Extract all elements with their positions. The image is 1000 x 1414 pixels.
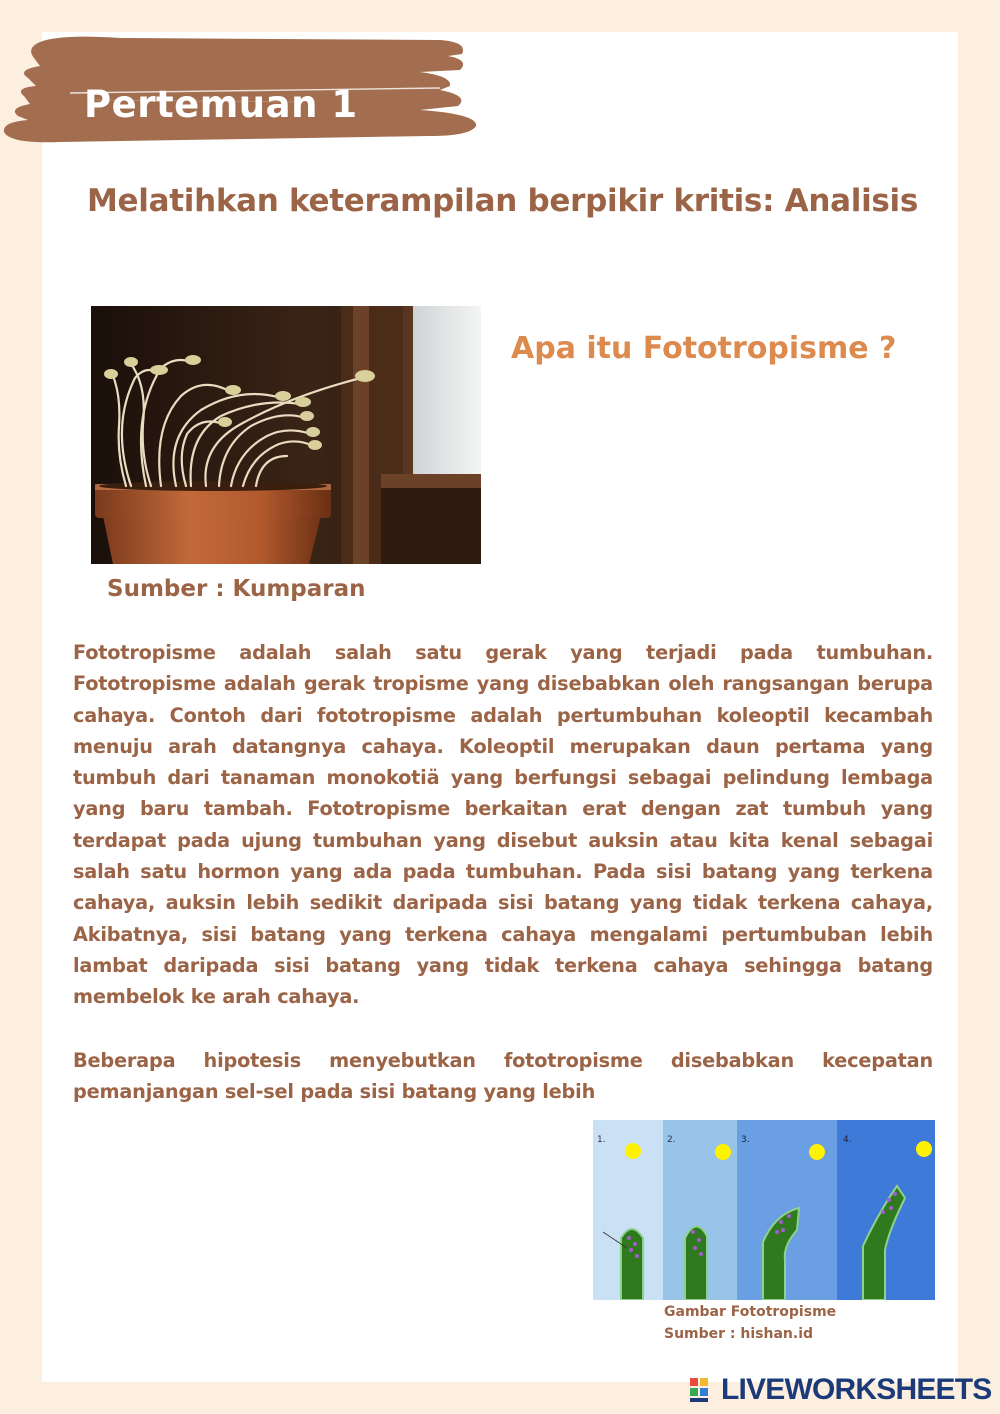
phototropism-stages-image bbox=[593, 1120, 935, 1300]
stage-label-3: 3. bbox=[741, 1135, 750, 1145]
diagram-caption: Gambar Fototropisme bbox=[664, 1304, 837, 1320]
banner-title: Pertemuan 1 bbox=[84, 83, 358, 126]
liveworksheets-icon bbox=[690, 1376, 718, 1404]
page-subtitle: Melatihkan keterampilan berpikir kritis: Analisis bbox=[87, 183, 919, 219]
diagram-source: Sumber : hishan.id bbox=[664, 1326, 814, 1342]
paragraph-hipotesis: Beberapa hipotesis menyebutkan fototropisme disebabkan kecepatan pemanjangan sel-sel pada sisi batang yang lebih bbox=[73, 1049, 933, 1104]
question-heading: Apa itu Fototropisme ? bbox=[511, 331, 897, 366]
title-banner bbox=[0, 30, 485, 155]
phototropism-plant-image bbox=[91, 306, 481, 564]
stage-label-2: 2. bbox=[667, 1135, 676, 1145]
plant-photo bbox=[91, 306, 481, 564]
stage-label-1: 1. bbox=[597, 1135, 606, 1145]
photo-source: Sumber : Kumparan bbox=[107, 576, 366, 602]
phototropism-diagram bbox=[593, 1120, 935, 1300]
brand-name: LIVEWORKSHEETS bbox=[721, 1373, 992, 1406]
liveworksheets-logo bbox=[690, 1372, 995, 1408]
paragraph-fototropisme: Fototropisme adalah salah satu gerak yang terjadi pada tumbuhan. Fototropisme adalah gerak tropisme yang disebabkan oleh rangsangan berupa cahaya. Contoh dari fototropisme adalah pertumbuhan koleoptil kecambah menuju arah datangnya cahaya. Koleoptil merupakan daun pertama yang tumbuh dari tanaman monokotiä yang berfungsi sebagai pelindung lembaga yang baru tambah. Fototropisme berkaitan erat dengan zat tumbuh yang terdapat pada ujung tumbuhan yang disebut auksin atau kita kenal sebagai salah satu hormon yang ada pada tumbuhan. Pada sisi batang yang terkena cahaya, auksin lebih sedikit daripada sisi batang yang tidak terkena cahaya, Akibatnya, sisi batang yang terkena cahaya mengalami pertumbuban lebih lambat daripada sisi batang yang tidak terkena cahaya sehingga batang membelok ke arah cahaya. bbox=[73, 641, 933, 1009]
stage-label-4: 4. bbox=[843, 1135, 852, 1145]
